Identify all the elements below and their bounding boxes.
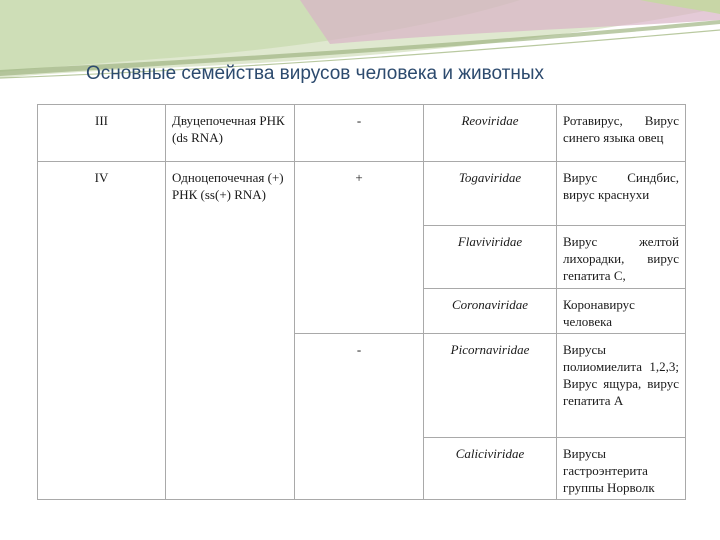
strand-cell (295, 162, 424, 334)
family-name: Caliciviridae (455, 446, 525, 461)
examples-cell (557, 105, 686, 162)
examples-cell (557, 289, 686, 334)
family-cell (424, 334, 557, 438)
strand-sign: - (356, 113, 362, 128)
examples-cell (557, 438, 686, 500)
family-name: Togaviridae (458, 170, 522, 185)
family-cell (424, 105, 557, 162)
group-cell (38, 162, 166, 500)
strand-sign: - (356, 342, 362, 357)
family-cell (424, 162, 557, 226)
virus-examples: Ротавирус, Вирус синего языка овец (563, 113, 679, 145)
virus-examples: Вирусы полиомиелита 1,2,3; Вирус ящура, вирус гепатита А (563, 342, 679, 408)
examples-cell (557, 334, 686, 438)
group-cell (38, 105, 166, 162)
family-cell (424, 226, 557, 289)
strand-sign: + (355, 170, 363, 185)
virus-families-table (37, 104, 686, 500)
genome-type: Одноцепочечная (+) РНК (ss(+) RNA) (172, 170, 284, 202)
virus-examples: Вирусы гастроэнтерита группы Норволк (563, 446, 655, 495)
virus-examples: Вирус желтой лихорадки, вирус гепатита С, (563, 234, 679, 283)
group-label: III (95, 113, 108, 128)
family-name: Coronaviridae (451, 297, 529, 312)
family-name: Reoviridae (461, 113, 519, 128)
strand-cell (295, 334, 424, 500)
group-label: IV (94, 170, 109, 185)
examples-cell (557, 162, 686, 226)
family-name: Picornaviridae (450, 342, 530, 357)
strand-cell (295, 105, 424, 162)
table-row (38, 162, 686, 226)
table-row (38, 105, 686, 162)
slide-title: Основные семейства вирусов человека и животных (86, 63, 544, 84)
genome-cell (166, 162, 295, 500)
genome-type: Двуцепочечная РНК (ds RNA) (172, 113, 285, 145)
family-name: Flaviviridae (457, 234, 523, 249)
virus-examples: Вирус Синдбис, вирус краснухи (563, 170, 679, 202)
family-cell (424, 289, 557, 334)
genome-cell (166, 105, 295, 162)
family-cell (424, 438, 557, 500)
virus-examples: Коронавирус человека (563, 297, 635, 329)
examples-cell (557, 226, 686, 289)
